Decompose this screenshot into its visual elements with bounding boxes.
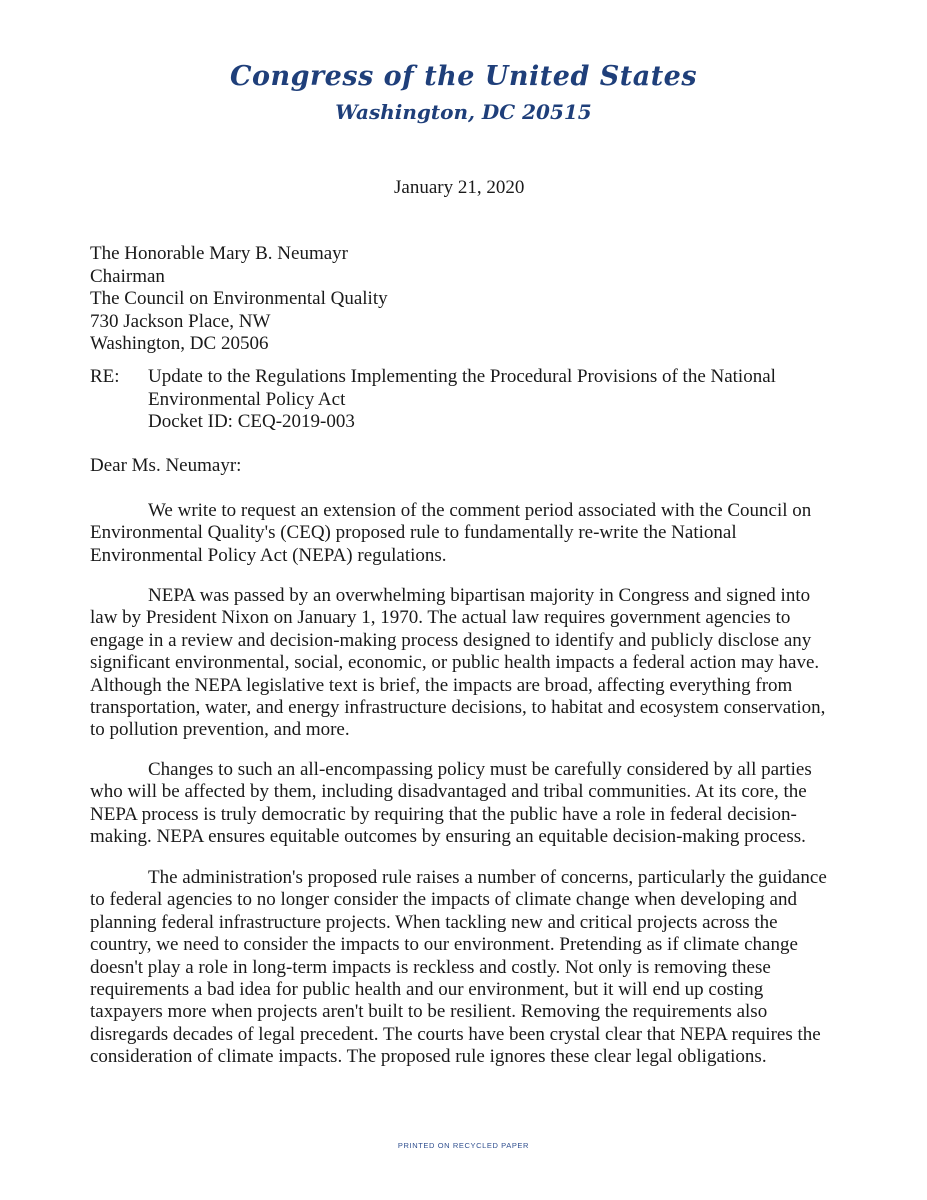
body-paragraph-3: Changes to such an all-encompassing policy must be carefully considered by all parties who will be affected by them, including disadvantaged and tribal communities. At its core, the NEPA process is truly democratic by requiring that the public have a role in federal decision-making. NEPA ensures equitable outcomes by ensuring an equitable decision-making process.: [90, 759, 812, 848]
re-line-3: Docket ID: CEQ-2019-003: [148, 411, 355, 432]
re-line-1: Update to the Regulations Implementing the Procedural Provisions of the National: [148, 366, 776, 387]
re-line-2: Environmental Policy Act: [148, 388, 346, 410]
letterhead-title: Congress of the United States: [229, 61, 698, 92]
letterhead-location: Washington, DC 20515: [335, 100, 592, 124]
recipient-title: Chairman: [90, 265, 165, 287]
salutation: Dear Ms. Neumayr:: [90, 455, 242, 476]
body-paragraph-4: The administration's proposed rule raises a number of concerns, particularly the guidance to federal agencies to no longer consider the impacts of climate change when developing and planning federal infrastructure projects. When tackling new and critical projects across the country, we need to consider the impacts to our environment. Pretending as if climate change doesn't play a role in long-term impacts is reckless and costly. Not only is removing these requirements a bad idea for public health and our environment, but it will end up costing taxpayers more when projects aren't built to be resilient. Removing the requirements also disregards decades of legal precedent. The courts have been crystal clear that NEPA requires the consideration of climate impacts. The proposed rule ignores these clear legal obligations.: [90, 867, 827, 1068]
recycled-paper-footer: PRINTED ON RECYCLED PAPER: [397, 1141, 530, 1150]
recipient-street: 730 Jackson Place, NW: [90, 310, 271, 332]
recipient-address: [90, 243, 388, 356]
re-subject: [148, 366, 788, 434]
body-paragraph-1: We write to request an extension of the comment period associated with the Council on Environmental Quality's (CEQ) proposed rule to fundamentally re-write the National Environmental Policy Act (NEPA) regulations.: [90, 500, 812, 566]
body-paragraph-2: NEPA was passed by an overwhelming bipartisan majority in Congress and signed into law by President Nixon on January 1, 1970. The actual law requires government agencies to engage in a review and decision-making process designed to identify and publicly disclose any significant environmental, social, economic, or public health impacts a federal action may have. Although the NEPA legislative text is brief, the impacts are broad, affecting everything from transportation, water, and energy infrastructure decisions, to habitat and ecosystem conservation, to pollution prevention, and more.: [90, 585, 826, 741]
recipient-organization: The Council on Environmental Quality: [90, 288, 388, 309]
recipient-name: The Honorable Mary B. Neumayr: [90, 243, 349, 264]
recipient-city: Washington, DC 20506: [90, 333, 269, 354]
re-label: RE:: [90, 366, 120, 387]
letter-date: January 21, 2020: [394, 177, 525, 198]
letterhead: [0, 60, 927, 126]
